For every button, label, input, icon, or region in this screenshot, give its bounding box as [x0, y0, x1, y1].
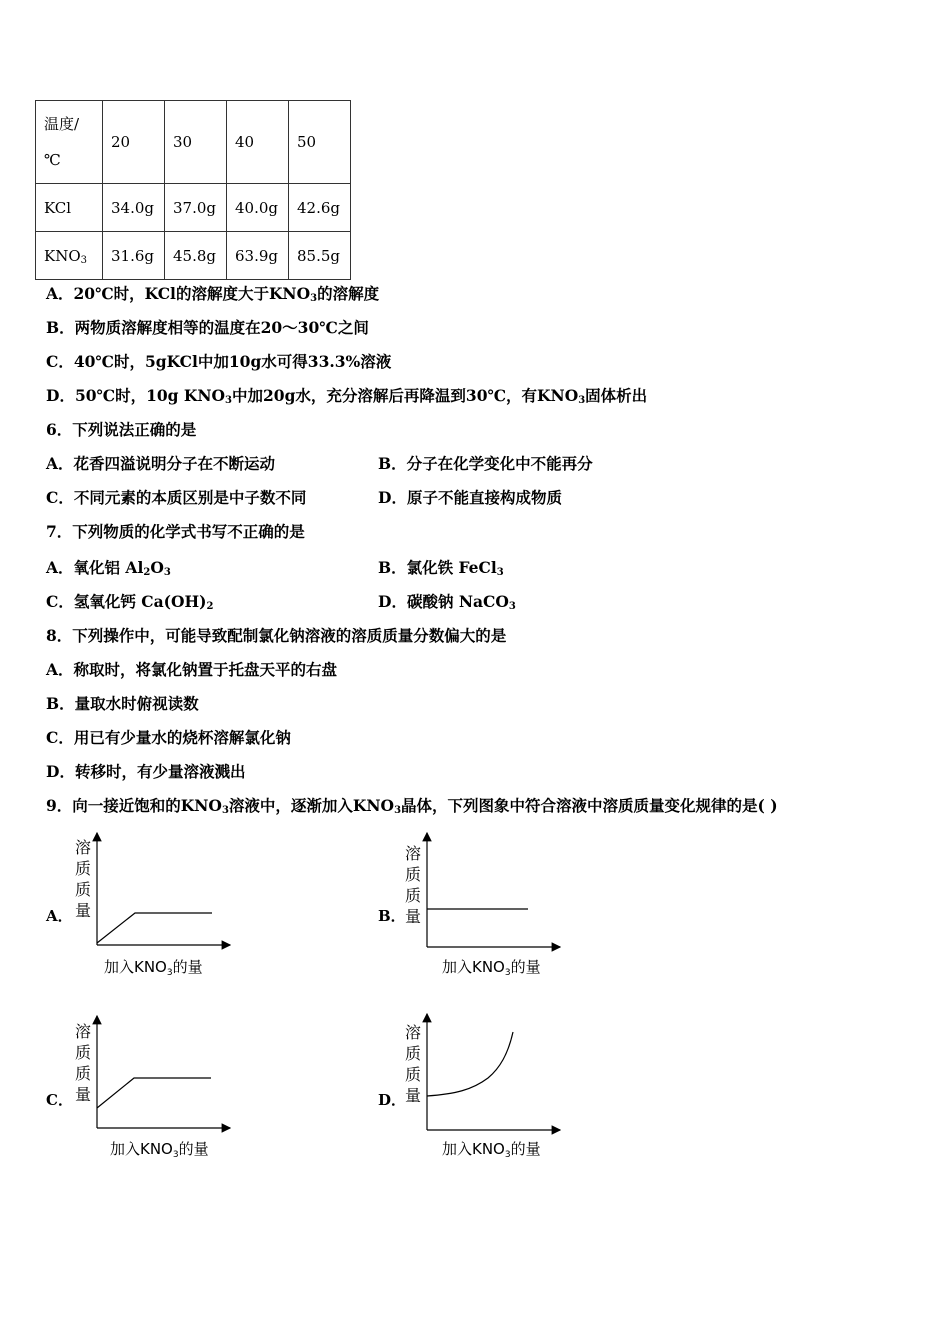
y-label-char: 溶	[75, 1022, 92, 1041]
table-row	[36, 232, 351, 280]
graph-c	[70, 1008, 250, 1163]
graph-d	[400, 1008, 580, 1163]
q7-option-d: D．碳酸钠 NaCO$_3$	[378, 592, 516, 612]
x-axis-label: 加入$KNO_3$的量	[442, 1140, 541, 1160]
table-cell: 85.5g	[289, 232, 351, 280]
table-row	[36, 184, 351, 232]
table-header-row	[36, 101, 351, 184]
x-axis-label: 加入$KNO_3$的量	[110, 1140, 209, 1160]
y-label-char: 质	[405, 1065, 422, 1084]
graph-b-label: B．	[378, 907, 406, 925]
q7-option-b: B．氯化铁 FeCl$_3$	[378, 558, 504, 578]
y-label-char: 质	[405, 886, 422, 905]
graph-c-label: C．	[46, 1091, 73, 1109]
q7-option-c: C．氢氧化钙 $Ca(OH)_2$	[46, 592, 214, 612]
y-label-char: 质	[75, 880, 92, 899]
y-label-char: 溶	[405, 1023, 422, 1042]
y-label-char: 量	[405, 907, 422, 926]
table-header-cell: 40	[227, 101, 289, 184]
table-header-cell: 温度/℃	[36, 101, 103, 184]
solute-mass-curve	[97, 1078, 211, 1108]
solute-mass-curve	[427, 1032, 513, 1096]
q8-stem: 8．下列操作中，可能导致配制氯化钠溶液的溶质质量分数偏大的是	[46, 626, 507, 645]
table-cell: 63.9g	[227, 232, 289, 280]
q5-option-c: C．40℃时，5gKCl中加10g水可得33.3%溶液	[46, 352, 392, 371]
y-label-char: 质	[75, 1064, 92, 1083]
q8-option-c: C．用已有少量水的烧杯溶解氯化钠	[46, 728, 291, 747]
table-cell: 45.8g	[165, 232, 227, 280]
table-cell: 31.6g	[103, 232, 165, 280]
q6-stem: 6．下列说法正确的是	[46, 420, 197, 439]
x-axis-label: 加入$KNO_3$的量	[442, 958, 541, 978]
q7-option-a: A．氧化铝 $Al_2O_3$	[46, 558, 171, 578]
solute-mass-curve	[97, 913, 212, 943]
y-label-char: 溶	[405, 844, 422, 863]
q5-option-b: B．两物质溶解度相等的温度在20～30℃之间	[46, 318, 369, 337]
q5-option-a: A．20℃时，KCl的溶解度大于$KNO_3$的溶解度	[46, 284, 380, 304]
q6-option-c: C．不同元素的本质区别是中子数不同	[46, 488, 307, 507]
table-cell: 34.0g	[103, 184, 165, 232]
solubility-table	[35, 100, 351, 280]
table-cell: 40.0g	[227, 184, 289, 232]
graph-a-label: A．	[46, 907, 73, 925]
q6-option-a: A．花香四溢说明分子在不断运动	[46, 454, 276, 473]
table-cell-name: KCl	[36, 184, 103, 232]
y-label-char: 量	[405, 1086, 422, 1105]
table-cell: 42.6g	[289, 184, 351, 232]
x-axis-label: 加入$KNO_3$的量	[104, 958, 203, 978]
q8-option-d: D．转移时，有少量溶液溅出	[46, 762, 246, 781]
y-label-char: 量	[75, 1085, 92, 1104]
table-header-cell: 20	[103, 101, 165, 184]
q9-stem: 9．向一接近饱和的$KNO_3$溶液中，逐渐加入$KNO_3$晶体，下列图象中符合溶液中溶质质量变化规律的是( )	[46, 796, 778, 816]
q6-option-b: B．分子在化学变化中不能再分	[378, 454, 593, 473]
table-cell-name: $KNO_3$	[36, 232, 103, 280]
graph-b	[400, 825, 580, 980]
graph-d-label: D．	[378, 1091, 407, 1109]
y-label-char: 质	[405, 865, 422, 884]
table-header-cell: 50	[289, 101, 351, 184]
q8-option-b: B．量取水时俯视读数	[46, 694, 199, 713]
y-label-char: 质	[75, 859, 92, 878]
y-label-char: 质	[75, 1043, 92, 1062]
table-cell: 37.0g	[165, 184, 227, 232]
graph-a	[70, 825, 250, 980]
y-label-char: 质	[405, 1044, 422, 1063]
q7-stem: 7．下列物质的化学式书写不正确的是	[46, 522, 305, 541]
table-header-cell: 30	[165, 101, 227, 184]
q5-option-d: D．50℃时，10g $KNO_3$中加20g水，充分溶解后再降温到30℃，有$KNO_3$固体析出	[46, 386, 648, 406]
y-label-char: 量	[75, 901, 92, 920]
q8-option-a: A．称取时，将氯化钠置于托盘天平的右盘	[46, 660, 338, 679]
y-label-char: 溶	[75, 838, 92, 857]
q6-option-d: D．原子不能直接构成物质	[378, 488, 562, 507]
